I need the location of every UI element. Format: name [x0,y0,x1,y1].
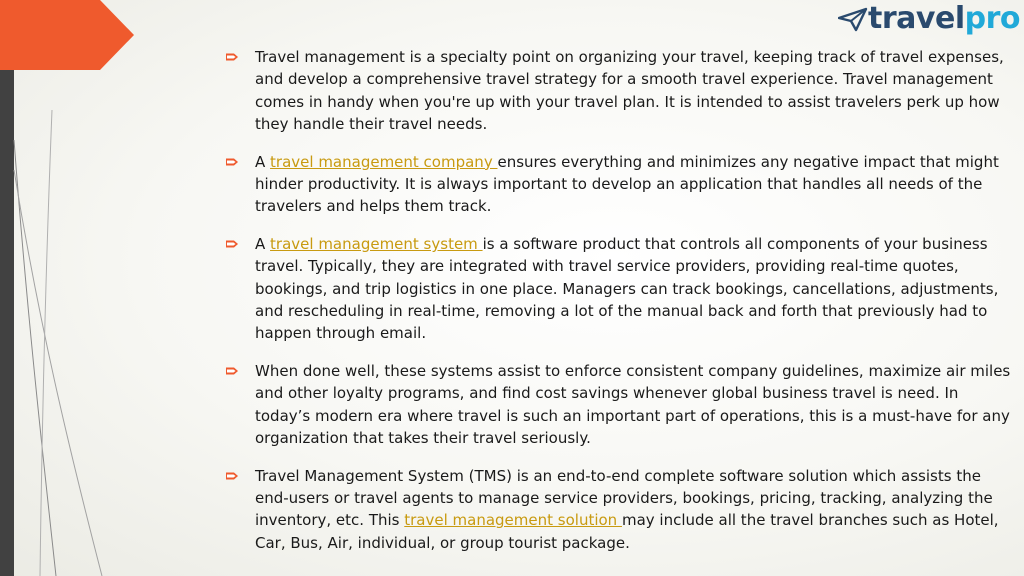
bullet-text-after: is a software product that controls all components of your business travel. Typically, they are integrated with travel service providers, providing real-time quotes, bookings, and trip logistics in one place. Managers can track bookings, cancellations, adjustments, and rescheduling in real-time, removing a lot of the manual back and forth that previously had to happen through email. [255,235,999,343]
arrow-bullet-icon [226,157,239,167]
logo-text-pro: pro [964,1,1020,36]
decorative-lines [0,0,140,576]
arrow-bullet-icon [226,52,239,62]
bullet-text-before: Travel Management System (TMS) is an end-to-end complete software solution which assists the end-users or travel agents to manage service providers, bookings, pricing, tracking, analyzing the inventory, etc. This [255,466,993,530]
paper-plane-icon [838,6,868,32]
bullet-text: When done well, these systems assist to enforce consistent company guidelines, maximize air miles and other loyalty programs, and find cost savings whenever global business travel is need. In today’s modern era where travel is such an important part of operations, this is a must-have for any organization that takes their travel seriously. [255,362,1011,447]
travel-management-system-link[interactable]: travel management system [270,235,483,254]
bullet-text-after: ensures everything and minimizes any negative impact that might hinder productivity. It is always important to develop an application that handles all needs of the travelers and helps them track. [255,152,999,216]
bullet-item [226,233,1018,344]
travel-management-company-link[interactable]: travel management company [270,152,498,171]
arrow-bullet-icon [226,366,239,376]
bullet-item [226,360,1018,449]
bullet-item [226,465,1018,554]
bullet-item [226,151,1018,218]
bullet-text-before: A [255,235,271,254]
travel-management-solution-link[interactable]: travel management solution [404,511,622,530]
arrow-bullet-icon [226,239,239,249]
logo-text-travel: travel [868,1,965,36]
arrow-bullet-icon [226,471,239,481]
travelopro-logo [838,2,1020,36]
bullet-list [226,46,1018,569]
bullet-text: Travel management is a specialty point on organizing your travel, keeping track of travel expenses, and develop a comprehensive travel strategy for a smooth travel experience. Travel management comes in handy when you're up with your travel plan. It is intended to assist travelers perk up how they handle their travel needs. [255,48,1004,133]
bullet-text-after: may include all the travel branches such as Hotel, Car, Bus, Air, individual, or group tourist package. [255,511,999,552]
bullet-item [226,46,1018,135]
bullet-text-before: A [255,152,271,171]
